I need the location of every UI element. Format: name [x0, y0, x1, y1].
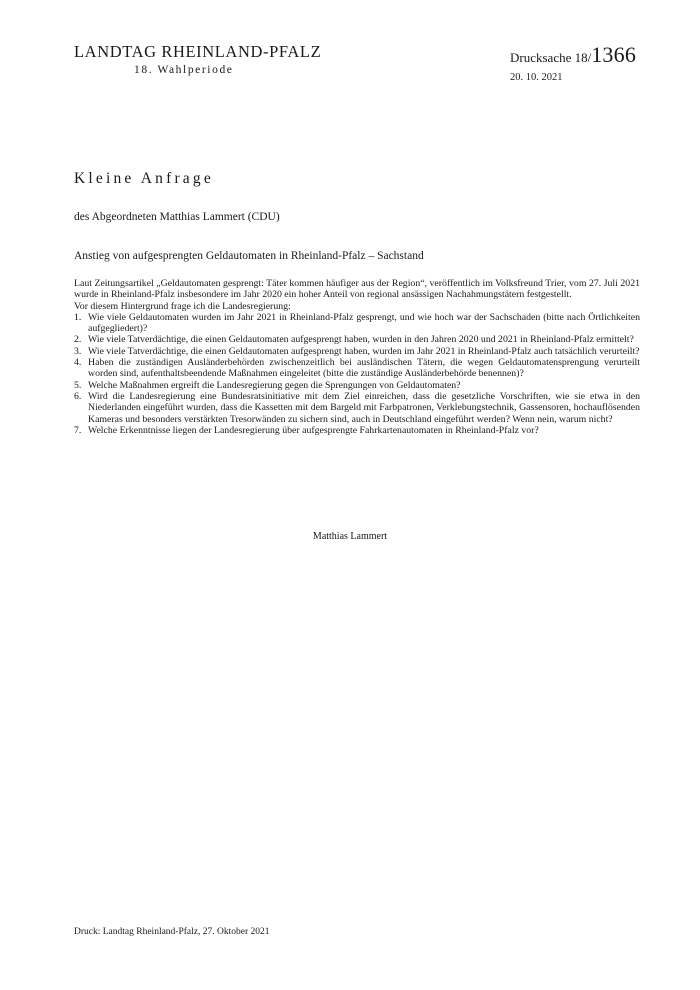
question-text: Wie viele Tatverdächtige, die einen Geldautomaten aufgesprengt haben, wurden im Jahr 2021 in Rheinland-Pfalz auch tatsächlich verurteilt?: [88, 345, 640, 357]
question-item: [74, 334, 640, 345]
question-item: [74, 380, 640, 391]
question-number: 6.: [74, 390, 82, 402]
author-line: des Abgeordneten Matthias Lammert (CDU): [74, 211, 280, 223]
drucksache-label: Drucksache 18/: [510, 50, 592, 65]
question-number: 1.: [74, 311, 82, 323]
question-item: [74, 425, 640, 436]
question-text: Wie viele Tatverdächtige, die einen Geldautomaten aufgesprengt haben, wurden in den Jahren 2020 und 2021 in Rheinland-Pfalz ermittelt?: [88, 334, 634, 346]
question-text: Wie viele Geldautomaten wurden im Jahr 2021 in Rheinland-Pfalz gesprengt, und wie hoch war der Sachschaden (bitte nach Örtlichkeiten aufgegliedert)?: [88, 311, 640, 335]
question-item: [74, 312, 640, 335]
question-text: Welche Erkenntnisse liegen der Landesregierung über aufgesprengte Fahrkartenautomaten in Rheinland-Pfalz vor?: [88, 424, 539, 436]
document-header: [74, 42, 334, 78]
intro-paragraph: Laut Zeitungsartikel „Geldautomaten gesprengt: Täter kommen häufiger aus der Region“, veröffentlich im Volksfreund Trier, vom 27. Juli 2021 wurde in Rheinland-Pfalz insbesondere im Jahr 2020 ein hoher Anteil von regional ansässigen Nachahmungstätern festgestellt.: [74, 278, 640, 301]
question-list: [74, 312, 640, 436]
question-number: 4.: [74, 357, 82, 369]
document-date: 20. 10. 2021: [510, 72, 563, 83]
lead-in-sentence: Vor diesem Hintergrund frage ich die Landesregierung:: [74, 300, 291, 312]
subject-heading: Anstieg von aufgesprengten Geldautomaten in Rheinland-Pfalz – Sachstand: [74, 250, 424, 262]
question-text: Welche Maßnahmen ergreift die Landesregierung gegen die Sprengungen von Geldautomaten?: [88, 379, 461, 391]
drucksache-block: [510, 44, 660, 85]
drucksache-reference: [510, 44, 660, 69]
parliament-name: LANDTAG RHEINLAND-PFALZ: [74, 42, 322, 61]
question-text: Haben die zuständigen Ausländerbehörden zwischenzeitlich bei ausländischen Tätern, die wegen Geldautomatensprengung verurteilt worden sind, aufenthaltsbeendende Maßnahmen eingeleitet (bitte die zuständige Ausländerbehörde benennen)?: [88, 357, 640, 380]
question-text: Wird die Landesregierung eine Bundesratsinitiative mit dem Ziel einreichen, dass die gesetzliche Vorschriften, wie sie etwa in den Niederlanden eingeführt wurden, dass die Kassetten mit dem Bargeld mit Farbpatronen, Verklebungstechnik, Gassensoren, hochauflösenden Kameras und besonders verstärkten Tresorwänden zu sichern sind, auch in Deutschland eingeführt werden? Wenn nein, warum nicht?: [88, 390, 640, 425]
print-footer: Druck: Landtag Rheinland-Pfalz, 27. Oktober 2021: [74, 927, 270, 937]
document-type-heading: Kleine Anfrage: [74, 170, 214, 187]
document-body: [74, 278, 640, 436]
question-item: [74, 391, 640, 425]
legislative-period: 18. Wahlperiode: [134, 64, 234, 76]
question-number: 5.: [74, 379, 82, 391]
question-item: [74, 346, 640, 357]
question-number: 2.: [74, 334, 82, 346]
question-number: 7.: [74, 424, 82, 436]
signature: Matthias Lammert: [312, 531, 388, 542]
drucksache-number: 1366: [591, 42, 637, 67]
question-number: 3.: [74, 345, 82, 357]
question-item: [74, 357, 640, 380]
